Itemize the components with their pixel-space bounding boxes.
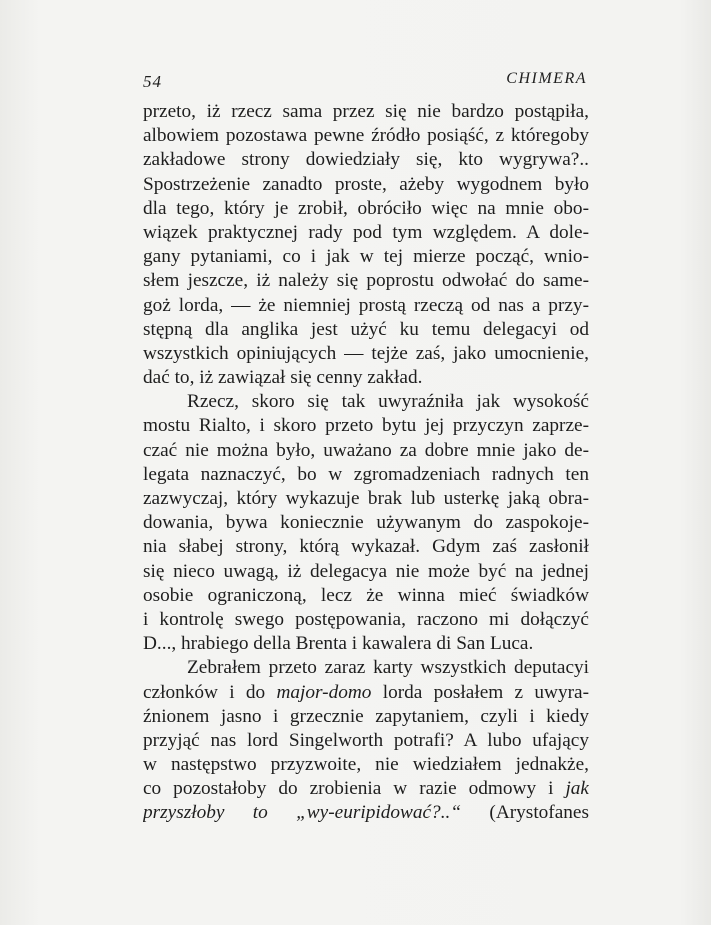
- text-line: wiązek praktycznej rady pod tym względem. A dole-: [143, 221, 589, 243]
- text-line: stępną dla anglika jest użyć ku temu delegacyi od: [143, 318, 589, 340]
- text-line: dowania, bywa koniecznie używanym do zaspokoje-: [143, 512, 589, 534]
- text-line: źnionem jasno i grzecznie zapytaniem, czyli i kiedy: [143, 705, 589, 727]
- text-line: gany pytaniami, co i jak w tej mierze począć, wnio-: [143, 246, 589, 268]
- text-line: osobie ograniczoną, lecz że winna mieć świadków: [143, 584, 589, 606]
- text-line: nia słabej strony, którą wykazał. Gdym zaś zasłonił: [143, 536, 589, 558]
- text-line: się nieco uwagą, iż delegacya nie może być na jednej: [143, 560, 589, 582]
- page-number: 54: [143, 72, 162, 91]
- text-line: Zebrałem przeto zaraz karty wszystkich deputacyi: [187, 657, 589, 679]
- text-line: wszystkich opiniujących — tejże zaś, jako umocnienie,: [143, 342, 589, 364]
- italic-term: major-domo: [276, 681, 372, 703]
- text-line: albowiem pozostawa pewne źródło posiąść, z któregoby: [143, 125, 589, 147]
- text-line: w następstwo przyzwoite, nie wiedziałem jednakże,: [143, 754, 589, 776]
- text-line: Spostrzeżenie zanadto proste, ażeby wygodnem było: [143, 173, 589, 195]
- italic-term: jak: [565, 778, 589, 800]
- text-line: przyszłoby to „wy-euripidować?..“ (Arystofanes: [143, 802, 589, 824]
- text-line: mostu Rialto, i skoro przeto bytu jej przyczyn zaprze-: [143, 415, 589, 437]
- text-line: członków i do major-domo lorda posłałem z uwyra-: [143, 681, 589, 703]
- text-line: D..., hrabiego della Brenta i kawalera di San Luca.: [143, 633, 534, 655]
- text-line: przeto, iż rzecz sama przez się nie bardzo postąpiła,: [143, 101, 589, 122]
- text-line: słem jeszcze, iż należy się poprostu odwołać do same-: [143, 270, 589, 292]
- body-text: [143, 100, 589, 826]
- text-line: co pozostałoby do zrobienia w razie odmowy i jak: [143, 778, 589, 800]
- running-head: CHIMERA: [506, 70, 587, 87]
- text-line: dać to, iż zawiązał się cenny zakład.: [143, 367, 423, 389]
- text-line: czać nie można było, uważano za dobre mnie jako de-: [143, 439, 589, 461]
- italic-term: przyszłoby to „wy-euripidować?..“: [143, 802, 462, 824]
- text-line: przyjąć nas lord Singelworth potrafi? A lubo ufający: [143, 729, 589, 751]
- text-line: Rzecz, skoro się tak uwyraźniła jak wysokość: [187, 391, 589, 413]
- text-line: legata naznaczyć, bo w zgromadzeniach radnych ten: [143, 463, 589, 485]
- text-line: i kontrolę swego postępowania, raczono mi dołączyć: [143, 608, 589, 630]
- text-line: goż lorda, — że niemniej prostą rzeczą od nas a przy-: [143, 294, 589, 316]
- text-line: dla tego, który je zrobił, obróciło więc na mnie obo-: [143, 197, 589, 219]
- text-line: zakładowe strony dowiedziały się, kto wygrywa?..: [143, 149, 589, 171]
- text-line: zazwyczaj, który wykazuje brak lub usterkę jaką obra-: [143, 488, 589, 509]
